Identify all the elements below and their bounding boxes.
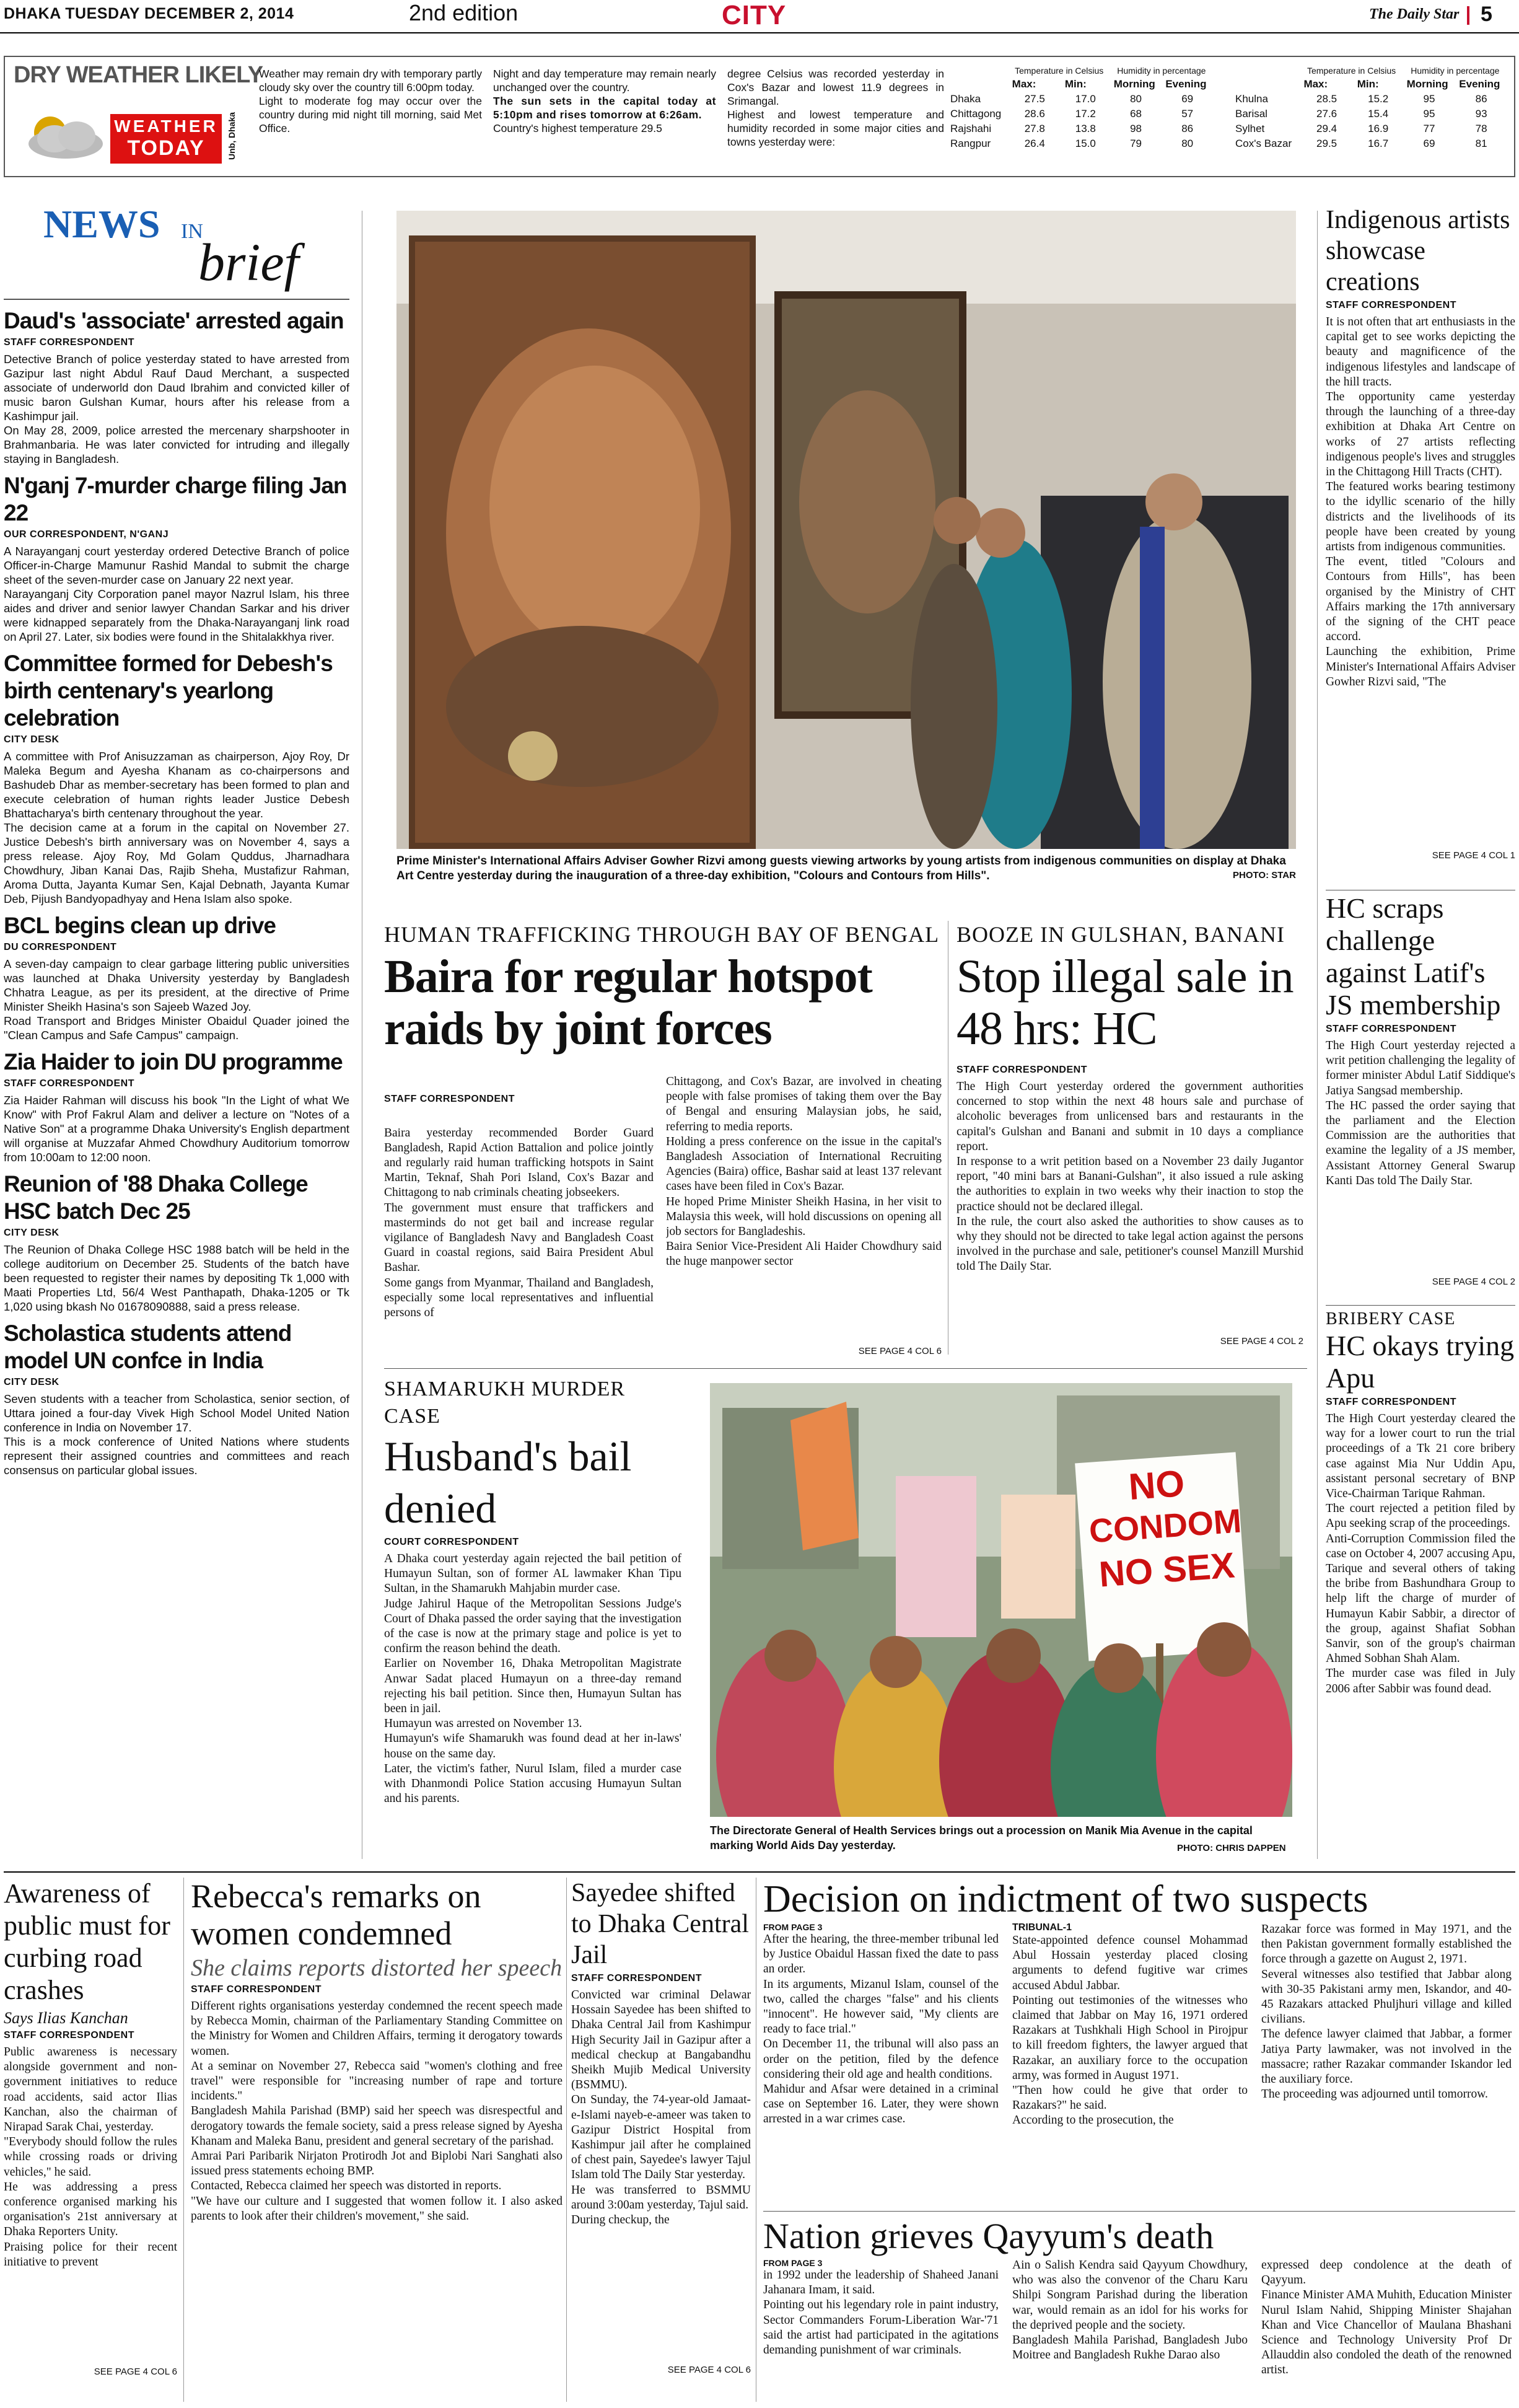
baira-headline: Baira for regular hotspot raids by joint forces: [384, 951, 872, 1055]
th-max-r: Max:: [1303, 78, 1328, 90]
weather-value: 69: [1181, 93, 1194, 105]
brief-item-byline: CITY DESK: [4, 1228, 59, 1238]
shamarukh-story: [384, 1376, 681, 1859]
hrule-apu: [1326, 1305, 1515, 1306]
aids-day-photo-credit: PHOTO: CHRIS DAPPEN: [1177, 1843, 1286, 1853]
weather-badge-line2: TODAY: [127, 136, 205, 160]
th-temp: Temperature in Celsius: [1015, 66, 1104, 76]
weather-col1: Weather may remain dry with temporary partly cloudy sky over the country till 6:00pm today. Light to moderate fog may occur over the country during mid night till morning, said Met Office.: [259, 68, 482, 134]
sayedee-headline: Sayedee shifted to Dhaka Central Jail: [571, 1879, 749, 1969]
indict-tribunal: TRIBUNAL-1: [1012, 1922, 1072, 1933]
booze-story: [956, 921, 1303, 1367]
awareness-headline: Awareness of public must for curbing road crashes: [4, 1878, 170, 2005]
weather-city: Chittagong: [950, 108, 1002, 120]
weather-value: 78: [1475, 123, 1487, 134]
weather-right-rows: [1232, 92, 1507, 151]
rebecca-body: Different rights organisations yesterday condemned the recent speech made by Rebecca Momin, chairman of the Parliamentary Standing Committee on the Ministry for Women and Children Affairs, terming it derogatory towards women. At a seminar on November 27, Rebecca said "women's clothing and free travel" were responsible for "increasing number of rape and torture incidents." Bangladesh Mahila Parishad (BMP) said her speech was disrespectful and derogatory towards the female society, said a press release signed by Ayesha Khanam and Maleka Banu, president and general secretary of the parishad. Amrai Pari Paribarik Nirjaton Protirodh Jot and Biplobi Nari Sanghati also issued press statements echoing BMP. Contacted, Rebecca claimed her speech was distorted in reports. "We have our culture and I suggested that women follow it. I also asked parents to look after their children's movement," she said.: [191, 2000, 563, 2223]
apu-byline: STAFF CORRESPONDENT: [1326, 1397, 1456, 1407]
brief-logo-rule: [4, 299, 349, 300]
weather-row: [947, 92, 1213, 107]
shamarukh-headline: Husband's bail denied: [384, 1433, 632, 1532]
weather-city: Cox's Bazar: [1235, 138, 1292, 149]
indict-body2: State-appointed defence counsel Mohammad Abul Hossain yesterday placed closing arguments to defend fugitive war crimes accused Abdul Jabbar. Pointing out testimonies of the witnesses who claimed that Jabbar on May 16, 1971 ordered Razakars at Tushkhali High School in Pirojpur to kill freedom fighters, the lawyer argued that Razakar, an auxiliary force to the occupation army, was formed in August 1971. "Then how could he give that order to Razakars?" he said. According to the prosecution, the: [1012, 1934, 1248, 2127]
hrule-bottom: [4, 1871, 1515, 1873]
weather-badge-source: Unb, Dhaka: [227, 112, 237, 160]
dateline: DHAKA TUESDAY DECEMBER 2, 2014: [4, 5, 294, 22]
brief-item-title: Committee formed for Debesh's birth centenary's yearlong celebration: [4, 651, 333, 731]
apu-headline: HC okays trying Apu: [1326, 1330, 1515, 1394]
weather-value: 17.0: [1075, 93, 1096, 105]
weather-col2a: Night and day temperature may remain nearly unchanged over the country.: [493, 68, 716, 94]
th-morning: Morning: [1113, 78, 1155, 90]
indigenous-story: [1326, 204, 1515, 886]
latif-more: SEE PAGE 4 COL 2: [1432, 1277, 1515, 1287]
qayyum-headline: Nation grieves Qayyum's death: [763, 2216, 1214, 2256]
weather-value: 27.6: [1316, 108, 1337, 120]
weather-row: [1232, 136, 1507, 151]
brief-item-title: Scholastica students attend model UN confce in India: [4, 1320, 292, 1373]
rebecca-headline: Rebecca's remarks on women condemned: [191, 1878, 481, 1952]
section-name: CITY: [722, 0, 787, 30]
weather-value: 16.7: [1368, 138, 1389, 149]
indigenous-byline: STAFF CORRESPONDENT: [1326, 300, 1456, 310]
weather-col2c: Country's highest temperature 29.5: [493, 122, 662, 134]
weather-value: 95: [1423, 108, 1435, 120]
shamarukh-byline: COURT CORRESPONDENT: [384, 1537, 519, 1547]
brief-item: [4, 650, 349, 906]
indict-col1: [763, 1922, 999, 2205]
weather-table-right: [1232, 64, 1507, 151]
indigenous-headline: Indigenous artists showcase creations: [1326, 206, 1510, 296]
indigenous-more: SEE PAGE 4 COL 1: [1432, 850, 1515, 861]
sayedee-body: Convicted war criminal Delawar Hossain Sayedee has been shifted to Dhaka Central Jail from Kashimpur High Security Jail in Gazipur after a medical checkup at Bangabandhu Sheikh Mujib Medical University (BSMMU). On Sunday, the 74-year-old Jamaat-e-Islami nayeb-e-ameer was taken to Gazipur District Hospital from Kashimpur jail after he complained of chest pain, Sayedee's lawyer Tajul Islam told The Daily Star yesterday. He was transferred to BSMMU around 3:00am yesterday, Tajul said. During checkup, the: [571, 1988, 751, 2227]
brief-item: [4, 1171, 349, 1314]
baira-col2: [666, 1074, 942, 1366]
apu-story: [1326, 1309, 1515, 1854]
weather-row: [1232, 92, 1507, 107]
weather-value: 77: [1423, 123, 1435, 134]
weather-badge: [110, 114, 222, 164]
weather-value: 98: [1130, 123, 1142, 134]
th-evening: Evening: [1165, 78, 1207, 90]
weather-value: 29.5: [1316, 138, 1337, 149]
weather-value: 29.4: [1316, 123, 1337, 134]
weather-value: 68: [1130, 108, 1142, 120]
th-hum-r: Humidity in percentage: [1411, 66, 1500, 76]
brief-item-body: Detective Branch of police yesterday stated to have arrested from Gazipur last night Abdul Rauf Daud Merchant, a suspected associate of underworld don Daud Ibrahim and convicted killer of music baron Gulshan Kumar, hours after his release from a Kashimpur jail. On May 28, 2009, police arrested the mercenary sharpshooter in Brahmanbaria. He was later convicted for intruding and illegally staying in Bangladesh.: [4, 353, 349, 465]
aids-day-photo-caption: The Directorate General of Health Services brings out a procession on Manik Mia Avenue in the capital marking World Aids Day yesterday.: [710, 1824, 1253, 1852]
weather-value: 27.8: [1024, 123, 1045, 134]
weather-row: [1232, 107, 1507, 121]
rebecca-story: [191, 1878, 563, 2404]
sayedee-more: SEE PAGE 4 COL 6: [667, 2365, 751, 2375]
exhibition-photo-caption: Prime Minister's International Affairs Adviser Gowher Rizvi among guests viewing artworks by young artists from indigenous communities on display at Dhaka Art Centre yesterday during the inauguration of a three-day exhibition, "Colours and Contours from Hills".: [396, 855, 1286, 882]
brief-item-body: Zia Haider Rahman will discuss his book "In the Light of what We Know" with Prof Fakrul Alam and deliver a lecture on "Notes of a Native Son" at a programme Dhaka University's English department will organise at Muzzafar Ahmed Chowdhury Auditorium tomorrow from 10:00am to 12:00 noon.: [4, 1094, 349, 1164]
weather-left-rows: [947, 92, 1213, 151]
qayyum-body2: Ain o Salish Kendra said Qayyum Chowdhury, who was also the convenor of the Charu Karu Shilpi Songram Parishad during the liberation war, would remain as an idol for his works for the deprived people and the society. Bangladesh Mahila Parishad, Bangladesh Jubo Moitree and Bangladesh Rukhe Darao also: [1012, 2259, 1248, 2362]
indigenous-body: It is not often that art enthusiasts in the capital get to see works depicting the beauty and magnificence of the indigenous lifestyles and landscape of the hill tracts. The opportunity came yesterday through the launching of a three-day exhibition at Dhaka Art Centre on works of 27 artists reflecting indigenous people's lives and struggles in the Chittagong Hill Tracts (CHT). The featured works bearing testimony to the idyllic scenario of the hilly districts and the livelihoods of its people have been created by young artists from indigenous communities. The event, titled "Colours and Contours from Hills", has been organised by the Ministry of CHT Affairs marking the 17th anniversary of the signing of the CHT peace accord. Launching the exhibition, Prime Minister's International Affairs Adviser Gowher Rizvi said, "The: [1326, 315, 1515, 688]
page-number: 5: [1481, 2, 1492, 26]
logo-news: NEWS: [43, 202, 160, 246]
th-temp-r: Temperature in Celsius: [1307, 66, 1396, 76]
sayedee-story: [571, 1878, 751, 2404]
qayyum-col3: [1261, 2258, 1512, 2404]
brief-item: [4, 1320, 349, 1477]
weather-row: [947, 121, 1213, 136]
weather-city: Sylhet: [1235, 123, 1265, 134]
weather-value: 81: [1475, 138, 1487, 149]
weather-value: 26.4: [1024, 138, 1045, 149]
booze-byline: STAFF CORRESPONDENT: [956, 1065, 1087, 1075]
brief-item-body: The Reunion of Dhaka College HSC 1988 batch will be held in the college auditorium on December 25. Students of the batch have been requested to register their names by depositing Tk 1,000 with Maati Properties Ltd, 56/4 West Panthapath, Dhaka-1205 or Tk 1,020 using bkash No 01678090888, said a press release.: [4, 1243, 349, 1313]
weather-value: 16.9: [1368, 123, 1389, 134]
brief-item-byline: DU CORRESPONDENT: [4, 942, 117, 952]
weather-col3: degree Celsius was recorded yesterday in Cox's Bazar and lowest 11.9 degrees in Srimangal. Highest and lowest temperature and humidity recorded in some major cities and towns yesterday were:: [727, 68, 944, 148]
indict-body3: Razakar force was formed in May 1971, and the then Pakistan government formally established the force through a gazette on August 2, 1971. Several witnesses also testified that Jabbar along with 30-35 Pakistani army men, Iskandor, and 40-45 Razakars attacked Phuljhuri village and killed civilians. The defence lawyer claimed that Jabbar, a former Jatiya Party lawmaker, was not involved in the massacre; rather Razakar commander Iskandor led the auxiliary force. The proceeding was adjourned until tomorrow.: [1261, 1923, 1512, 2101]
aids-day-photo: [710, 1383, 1292, 1817]
sign-condom: CONDOM: [1088, 1502, 1243, 1550]
weather-headline: DRY WEATHER LIKELY: [14, 62, 263, 88]
brief-item: [4, 307, 349, 466]
qayyum-story: [763, 2215, 1515, 2404]
latif-body: The High Court yesterday rejected a writ petition challenging the legality of former minister Abdul Latif Siddique's Jatiya Sangsad membership. The HC passed the order saying that the parliament and the Election Commission are the authorities that examine the legality of a JS member, Assistant Attorney General Swarup Kanti Das told The Daily Star.: [1326, 1039, 1515, 1187]
brief-item-title: Reunion of '88 Dhaka College HSC batch Dec 25: [4, 1171, 308, 1224]
page-header: [0, 0, 1519, 32]
indict-col2: [1012, 1922, 1248, 2206]
rebecca-sub: She claims reports distorted her speech: [191, 1955, 563, 1981]
logo-in: IN: [181, 220, 203, 243]
th-min-r: Min:: [1357, 78, 1379, 90]
weather-value: 28.6: [1024, 108, 1045, 120]
baira-kicker: HUMAN TRAFFICKING THROUGH BAY OF BENGAL: [384, 922, 940, 947]
brief-item-body: A committee with Prof Anisuzzaman as chairperson, Ajoy Roy, Dr Maleka Begum and Ayesha Khanam as co-chairpersons and Bashudeb Dhar as member-secretary has been formed to plan and execute celebration of human rights leader Justice Debesh Bhattacharya's birth centenary throughout the year. The decision came at a forum in the capital on November 27. Justice Debesh's birth anniversary was on November 4, says a press release. Ajoy Roy, Md Golam Quddus, Jharnadhara Chowdhury, Jiban Kanai Das, Rajib Sheha, Mustafizur Rahman, Aroma Dutta, Jayanta Kumar Sen, Kajal Debnath, Jayanta Kumar Deb, Pijush Bandyopadhyay and Hena Islam also spoke.: [4, 750, 349, 905]
brief-item-byline: OUR CORRESPONDENT, N'GANJ: [4, 529, 169, 540]
weather-table-left: [947, 64, 1213, 151]
awareness-byline: STAFF CORRESPONDENT: [4, 2030, 134, 2041]
weather-value: 15.2: [1368, 93, 1389, 105]
brief-item-title: N'ganj 7-murder charge filing Jan 22: [4, 473, 347, 525]
vrule-b1: [183, 1878, 184, 2402]
indict-headline: Decision on indictment of two suspects: [763, 1878, 1368, 1920]
weather-value: 13.8: [1075, 123, 1096, 134]
edition-label: 2nd edition: [409, 0, 519, 25]
brief-item: [4, 1048, 349, 1164]
weather-value: 57: [1181, 108, 1194, 120]
weather-value: 86: [1181, 123, 1194, 134]
brief-item-body: A Narayanganj court yesterday ordered Detective Branch of police Officer-in-Charge Mamunur Rashid Mandal to submit the charge sheet of the seven-murder case on January 22 next year. Narayanganj City Corporation panel mayor Nazrul Islam, his three aides and driver and senior lawyer Chandan Sarkar and his driver were kidnapped separately from the Dhaka-Narayanganj link road on April 27. Later, six bodies were found in the Shitalakkhya river.: [4, 545, 349, 643]
exhibition-photo-credit: PHOTO: STAR: [1233, 870, 1296, 881]
baira-body1: Baira yesterday recommended Border Guard Bangladesh, Rapid Action Battalion and police jointly and regularly raid human trafficking hotspots in Saint Martin, Teknaf, Shah Pori Island, Cox's Bazar and Chittagong to nab criminals cheating jobseekers. The government must ensure that traffickers and masterminds do not get bail and increase regular vigilance of Bangladesh Navy and Bangladesh Coast Guard in coastal regions, said Baira President Abul Bashar. Some gangs from Myanmar, Thailand and Bangladesh, especially some local representatives and influential persons of: [384, 1126, 654, 1320]
rebecca-byline: STAFF CORRESPONDENT: [191, 1984, 322, 1995]
weather-city: Barisal: [1235, 108, 1267, 120]
page-separator: [1467, 6, 1469, 25]
weather-value: 79: [1130, 138, 1142, 149]
brief-item: [4, 472, 349, 644]
weather-col2b: The sun sets in the capital today at 5:10pm and rises tomorrow at 6:26am.: [493, 95, 716, 121]
brief-item-byline: STAFF CORRESPONDENT: [4, 337, 134, 348]
weather-row: [1232, 121, 1507, 136]
weather-value: 28.5: [1316, 93, 1337, 105]
brief-item-title: Zia Haider to join DU programme: [4, 1049, 343, 1074]
weather-value: 95: [1423, 93, 1435, 105]
weather-cloud-icon: [16, 108, 109, 164]
shamarukh-kicker: SHAMARUKH MURDER CASE: [384, 1378, 626, 1428]
latif-story: [1326, 892, 1515, 1314]
sign-no: NO: [1127, 1462, 1186, 1508]
weather-city: Rajshahi: [950, 123, 992, 134]
qayyum-col2: [1012, 2258, 1248, 2404]
paper-name: The Daily Star: [1369, 6, 1460, 22]
th-evening-r: Evening: [1459, 78, 1500, 90]
indict-from: FROM PAGE 3: [763, 1922, 823, 1932]
weather-badge-line1: WEATHER: [114, 116, 218, 136]
sign-no-sex: NO SEX: [1097, 1545, 1237, 1595]
weather-value: 80: [1130, 93, 1142, 105]
apu-body: The High Court yesterday cleared the way for a lower court to run the trial proceedings of a Tk 21 core bribery case against Mia Nur Uddin Apu, assistant personal secretary of BNP Vice-Chairman Tarique Rahman. The court rejected a petition filed by Apu seeking scrap of the proceedings. Anti-Corruption Commission filed the case on October 4, 2007 accusing Apu, Tarique and several others of taking the bribe from Bashundhara Group to help lift the charge of murder of Humayun Kabir Sabbir, a director of the group, against Shafiat Sobhan Sanvir, son of the group's chairman Ahmed Sobhan Shah Alam. The murder case was filed in July 2006 after Sabbir was found dead.: [1326, 1412, 1515, 1695]
th-morning-r: Morning: [1406, 78, 1448, 90]
weather-box: [4, 56, 1515, 177]
awareness-story: [4, 1878, 177, 2404]
baira-more: SEE PAGE 4 COL 6: [858, 1346, 942, 1356]
weather-col2: [493, 67, 716, 172]
qayyum-from: FROM PAGE 3: [763, 2258, 823, 2268]
indict-story: [763, 1878, 1515, 2212]
brief-item-byline: CITY DESK: [4, 734, 59, 745]
booze-headline: Stop illegal sale in 48 hrs: HC: [956, 951, 1294, 1055]
brief-item-title: Daud's 'associate' arrested again: [4, 308, 344, 333]
header-rule: [0, 32, 1519, 33]
shamarukh-body: A Dhaka court yesterday again rejected the bail petition of Humayun Sultan, son of former AL lawmaker Khan Tipu Sultan, in the Shamarukh Mahjabin murder case. Judge Jahirul Haque of the Metropolitan Sessions Judge's Court of Dhaka passed the order saying that the investigation of the case is now at the primary stage and police is yet to confirm the reason behind the death. Earlier on November 16, Dhaka Metropolitan Magistrate Anwar Sadat placed Humayun on a three-day remand rejecting his bail petition. Since then, Humayun Sultan has been in jail. Humayun was arrested on November 13. Humayun's wife Shamarukh was found dead at her in-laws' house on the same day. Later, the victim's father, Nurul Islam, filed a murder case with Dhanmondi Police Station accusing Humayun Sultan and his parents.: [384, 1552, 681, 1806]
brief-item-body: Seven students with a teacher from Scholastica, senior section, of Uttara joined a four-day Vivek High School Model United Nation conference in India on November 17. This is a mock conference of United Nations where students represent their assigned countries and committees and reach consensus on particular global issues.: [4, 1392, 349, 1477]
weather-row: [947, 136, 1213, 151]
hrule-shamarukh: [384, 1368, 1307, 1369]
vrule-right: [1317, 211, 1318, 1859]
hrule-qayyum: [763, 2211, 1515, 2212]
awareness-sub: Says Ilias Kanchan: [4, 2009, 128, 2027]
weather-value: 15.0: [1075, 138, 1096, 149]
brief-column: [4, 307, 349, 1857]
weather-value: 69: [1423, 138, 1435, 149]
booze-more: SEE PAGE 4 COL 2: [1220, 1336, 1303, 1347]
weather-value: 17.2: [1075, 108, 1096, 120]
indict-body1: After the hearing, the three-member tribunal led by Justice Obaidul Hassan fixed the date to pass an order. In its arguments, Mizanul Islam, counsel of the two, called the charges "false" and his clients "innocent". He however said, "My clients are ready to face trial." On December 11, the tribunal will also pass an order on the petition, filed by the defence considering their old age and health conditions. Mahidur and Afsar were detained in a criminal case on September 16. Later, they were shown arrested in a war crimes case.: [763, 1933, 999, 2126]
weather-city: Khulna: [1235, 93, 1268, 105]
weather-row: [947, 107, 1213, 121]
weather-value: 86: [1475, 93, 1487, 105]
latif-headline: HC scraps challenge against Latif's JS membership: [1326, 892, 1501, 1021]
weather-value: 80: [1181, 138, 1194, 149]
brief-item: [4, 912, 349, 1042]
awareness-more: SEE PAGE 4 COL 6: [94, 2366, 177, 2377]
baira-col1: [384, 1074, 654, 1366]
baira-story: [384, 921, 942, 1367]
weather-value: 93: [1475, 108, 1487, 120]
brief-item-body: A seven-day campaign to clear garbage littering public universities was launched at Dhaka University yesterday by Bangladesh Chhatra League, as per its president, at the directive of Prime Minister Sheikh Hasina's son Sajeeb Wazed Joy. Road Transport and Bridges Minister Obaidul Quader joined the "Clean Campus and Safe Campus" campaign.: [4, 957, 349, 1042]
latif-byline: STAFF CORRESPONDENT: [1326, 1024, 1456, 1034]
qayyum-body3: expressed deep condolence at the death of Qayyum. Finance Minister AMA Muhith, Education Minister Nurul Islam Nahid, Shipping Minister Shajahan Khan and Vice Chancellor of Maulana Bhashani Science and Technology University Prof Dr Allauddin also condoled the death of the renowned artist.: [1261, 2259, 1512, 2377]
news-brief-logo: [43, 201, 341, 294]
th-max: Max:: [1012, 78, 1036, 90]
brief-item-byline: STAFF CORRESPONDENT: [4, 1078, 134, 1089]
weather-value: 15.4: [1368, 108, 1389, 120]
qayyum-col1: [763, 2258, 999, 2404]
logo-brief: brief: [198, 232, 299, 292]
brief-item-byline: CITY DESK: [4, 1377, 59, 1387]
weather-city: Dhaka: [950, 93, 981, 105]
weather-city: Rangpur: [950, 138, 991, 149]
baira-body2: Chittagong, and Cox's Bazar, are involved in cheating people with false promises of taking them over the Bay of Bengal and ensuring Malaysian jobs, he said, referring to media reports. Holding a press conference on the issue in the capital's Bangladesh Association of International Recruiting Agencies (Baira) office, Bashar said at least 137 relevant cases have been filed in Cox's Bazar. He hoped Prime Minister Sheikh Hasina, in her visit to Malaysia this week, will hold discussions on opening all job sectors for Bangladeshis. Baira Senior Vice-President Ali Haider Chowdhury said the huge manpower sector: [666, 1075, 942, 1268]
booze-body: The High Court yesterday ordered the government authorities concerned to stop within the next 48 hours sale and purchase of alcoholic beverages from unlicensed bars and restaurants in the capital's Gulshan and Banani and submit in 10 days a compliance report. In response to a writ petition based on a November 23 daily Jugantor report, "40 mini bars at Banani-Gulshan", it also issued a rule asking the authorities to explain in two weeks why their inaction to stop the practice should not be declared illegal. In the rule, the court also asked the authorities to show causes as to why they should not be directed to take legal action against the persons involved in the purchase and sale, petitioner's counsel Manzill Murshid told The Daily Star.: [956, 1080, 1303, 1273]
awareness-body: Public awareness is necessary alongside government and non-government initiatives to reduce road accidents, said actor Ilias Kanchan, also the chairman of Nirapad Sarak Chai, yesterday. "Everybody should follow the rules while crossing roads or driving vehicles," he said. He was addressing a press conference organised marking his organisation's 21st anniversary at Dhaka Reporters Unity. Praising police for their recent initiative to prevent: [4, 2045, 177, 2269]
th-min: Min:: [1064, 78, 1087, 90]
baira-byline: STAFF CORRESPONDENT: [384, 1094, 515, 1105]
exhibition-photo: [396, 211, 1296, 849]
th-hum: Humidity in percentage: [1117, 66, 1206, 76]
weather-value: 27.5: [1024, 93, 1045, 105]
vrule-b2: [566, 1878, 567, 2402]
qayyum-body1: in 1992 under the leadership of Shaheed Janani Jahanara Imam, it said. Pointing out his legendary role in paint industry, Sector Commanders Forum-Liberation War-'71 said the artist had participated in the agitations demanding punishment of war criminals.: [763, 2269, 999, 2357]
booze-kicker: BOOZE IN GULSHAN, BANANI: [956, 922, 1285, 947]
sayedee-byline: STAFF CORRESPONDENT: [571, 1973, 702, 1984]
indict-col3: [1261, 1922, 1512, 2207]
brief-item-title: BCL begins clean up drive: [4, 913, 276, 938]
apu-kicker: BRIBERY CASE: [1326, 1309, 1456, 1329]
